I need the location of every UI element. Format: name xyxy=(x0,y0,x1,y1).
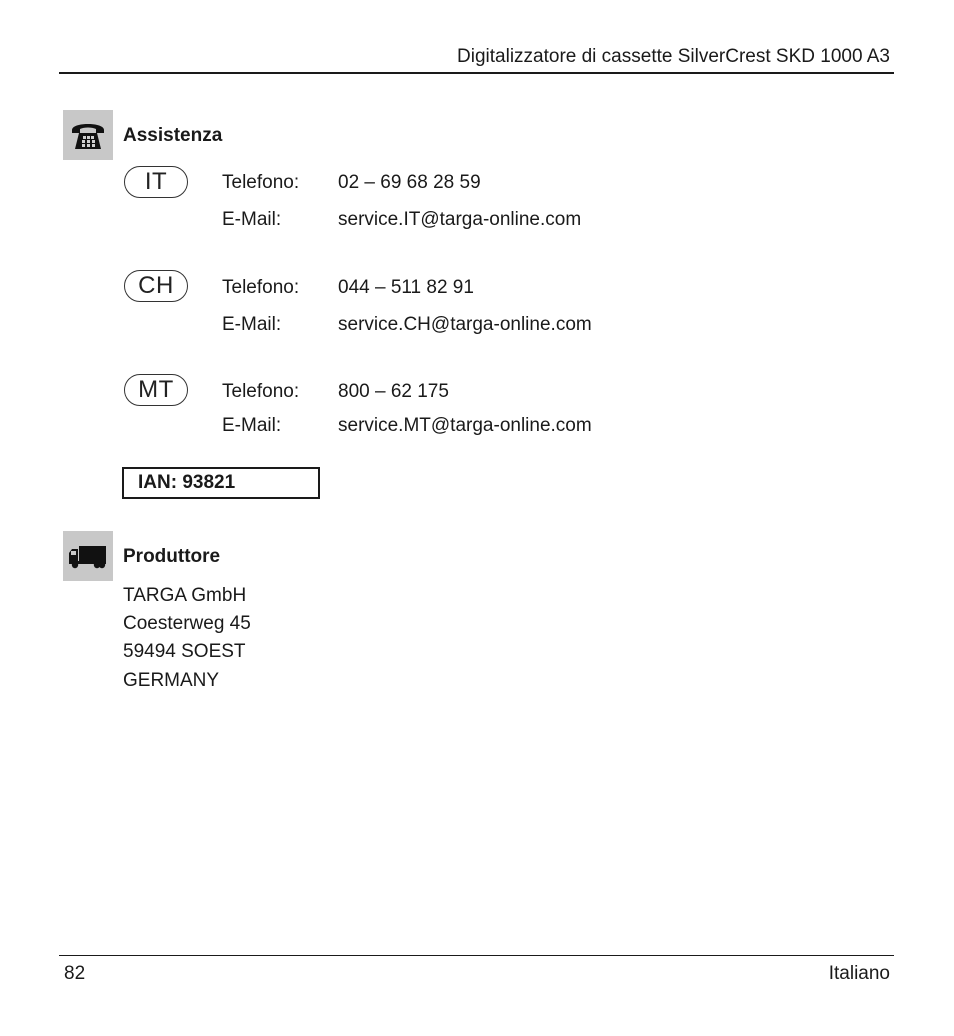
phone-value-ch: 044 – 511 82 91 xyxy=(338,277,474,298)
phone-value-mt: 800 – 62 175 xyxy=(338,381,449,402)
email-label: E-Mail: xyxy=(222,314,282,335)
country-badge-it: IT xyxy=(124,166,188,198)
ian-box: IAN: 93821 xyxy=(122,467,320,499)
email-value-ch[interactable]: service.CH@targa-online.com xyxy=(338,314,592,335)
phone-value-it: 02 – 69 68 28 59 xyxy=(338,172,481,193)
address-line-country: GERMANY xyxy=(123,670,220,691)
document-header-title: Digitalizzatore di cassette SilverCrest SKD 1000 A3 xyxy=(457,46,890,67)
phone-label: Telefono: xyxy=(222,172,300,193)
address-line-street: Coesterweg 45 xyxy=(123,613,251,634)
page-number: 82 xyxy=(64,963,86,984)
header-divider xyxy=(59,72,894,74)
country-badge-mt: MT xyxy=(124,374,188,406)
footer-language: Italiano xyxy=(828,963,890,984)
country-badge-ch: CH xyxy=(124,270,188,302)
email-value-it[interactable]: service.IT@targa-online.com xyxy=(338,209,582,230)
address-line-city: 59494 SOEST xyxy=(123,641,246,662)
phone-label: Telefono: xyxy=(222,277,300,298)
phone-label: Telefono: xyxy=(222,381,300,402)
assistenza-title: Assistenza xyxy=(123,125,223,146)
email-label: E-Mail: xyxy=(222,209,282,230)
produttore-title: Produttore xyxy=(123,546,221,567)
telephone-icon xyxy=(63,110,113,160)
address-line-company: TARGA GmbH xyxy=(123,585,247,606)
footer-divider xyxy=(59,955,894,956)
email-label: E-Mail: xyxy=(222,415,282,436)
email-value-mt[interactable]: service.MT@targa-online.com xyxy=(338,415,592,436)
truck-icon xyxy=(63,531,113,581)
